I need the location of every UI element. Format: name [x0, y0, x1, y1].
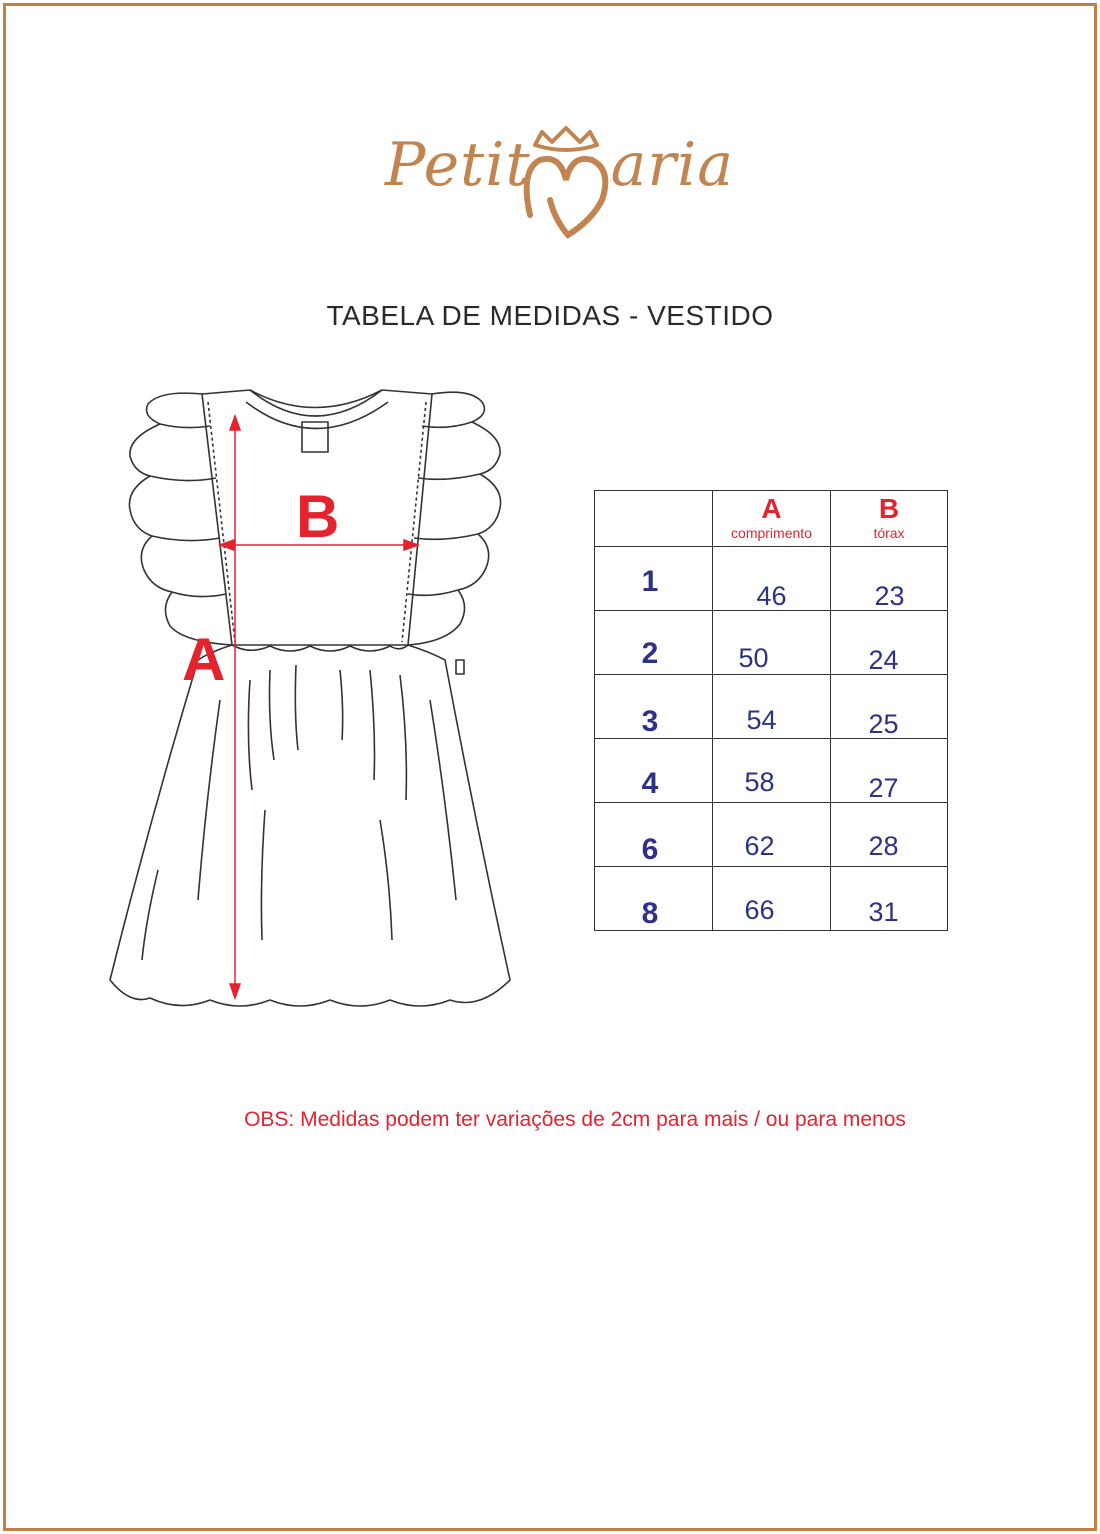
a-value: 66 [744, 895, 775, 925]
crown-heart-icon [370, 120, 770, 250]
b-value: 25 [868, 709, 899, 739]
page-title: TABELA DE MEDIDAS - VESTIDO [326, 300, 774, 331]
b-cell [831, 547, 948, 611]
table-row [595, 803, 948, 867]
b-cell [831, 867, 948, 931]
table-row [595, 547, 948, 611]
a-value: 58 [744, 767, 775, 797]
a-value: 62 [744, 831, 775, 861]
b-value: 28 [868, 831, 899, 861]
a-cell [713, 867, 831, 931]
dress-diagram [100, 380, 530, 1020]
size-value: 1 [641, 565, 659, 598]
header-letter-b: B [878, 493, 900, 524]
brand-name-part2: aria [610, 130, 735, 200]
a-value: 46 [756, 581, 787, 611]
b-cell [831, 739, 948, 803]
b-value: 23 [874, 581, 905, 611]
header-letter-a: A [761, 493, 782, 524]
size-cell [595, 739, 713, 803]
size-table [594, 490, 948, 931]
header-sub-a: comprimento [731, 525, 812, 541]
b-cell [831, 803, 948, 867]
size-cell [595, 867, 713, 931]
b-cell [831, 611, 948, 675]
size-value: 2 [641, 637, 659, 670]
table-row [595, 675, 948, 739]
a-cell [713, 547, 831, 611]
measure-label-a: A [182, 626, 226, 693]
measurement-note: OBS: Medidas podem ter variações de 2cm para mais / ou para menos [244, 1108, 906, 1131]
size-value: 8 [641, 897, 659, 930]
b-cell [831, 675, 948, 739]
a-value: 54 [746, 705, 777, 735]
a-cell [713, 803, 831, 867]
size-value: 3 [641, 705, 659, 738]
b-value: 24 [868, 645, 899, 675]
size-cell [595, 675, 713, 739]
table-row [595, 739, 948, 803]
header-cell-b [831, 491, 948, 547]
a-cell [713, 675, 831, 739]
header-cell-a [713, 491, 831, 547]
brand-name-part1: Petit [385, 130, 531, 200]
b-value: 31 [868, 897, 899, 927]
size-value: 4 [641, 767, 659, 800]
table-row [595, 867, 948, 931]
a-value: 50 [738, 643, 769, 673]
size-value: 6 [641, 833, 659, 866]
table-row [595, 611, 948, 675]
a-cell [713, 739, 831, 803]
size-cell [595, 547, 713, 611]
size-cell [595, 803, 713, 867]
a-cell [713, 611, 831, 675]
b-value: 27 [868, 773, 899, 803]
header-cell-size [595, 491, 713, 547]
header-sub-b: tórax [873, 525, 905, 541]
table-header-row [595, 491, 948, 547]
measure-label-b: B [296, 483, 340, 550]
